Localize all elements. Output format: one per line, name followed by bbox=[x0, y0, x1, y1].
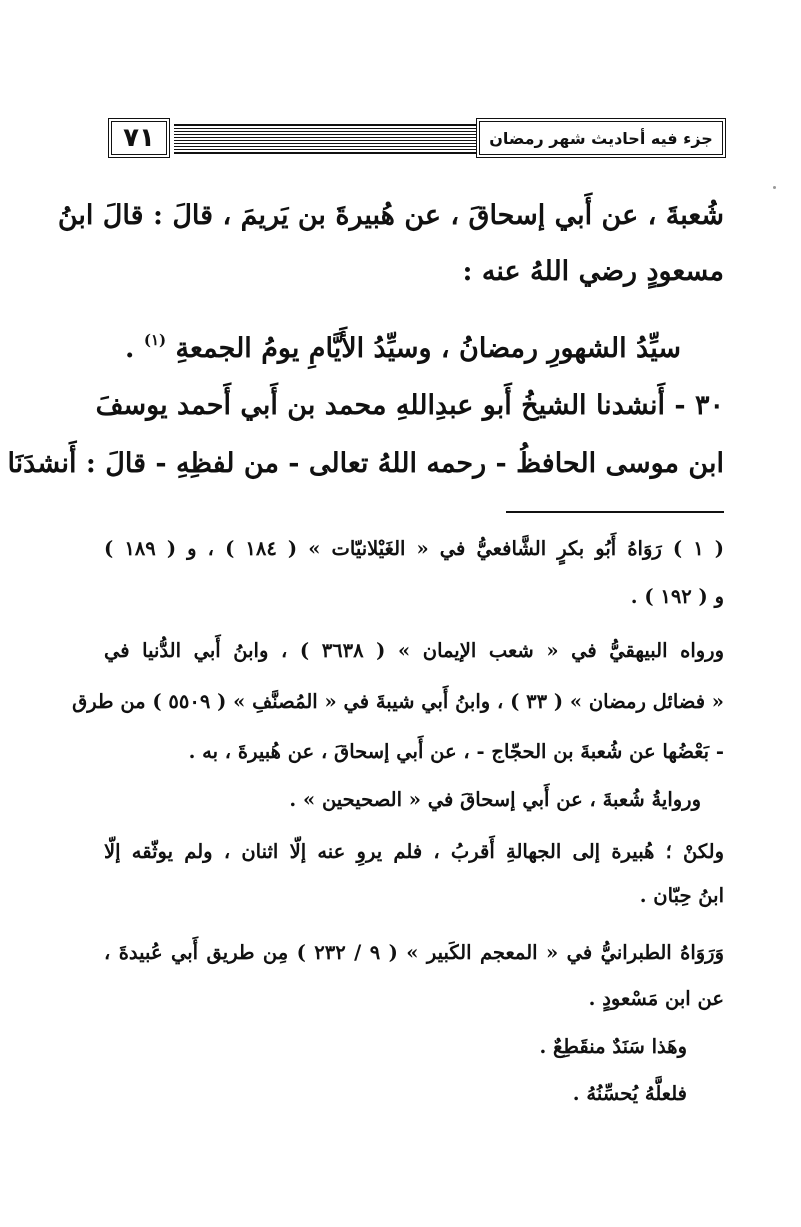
running-title: جزء فيه أحاديث شهر رمضان bbox=[476, 118, 726, 158]
page-header bbox=[108, 118, 726, 162]
body-line-5: ابن موسى الحافظُ - رحمه اللهُ تعالى - من لفظِهِ - قالَ : أَنشدَنَا bbox=[7, 448, 724, 479]
hadith-text: سيِّدُ الشهورِ رمضانُ ، وسيِّدُ الأَيَّامِ يومُ الجمعةِ bbox=[175, 333, 681, 364]
page-number: ٧١ bbox=[108, 118, 170, 158]
footnote-ref-1[interactable]: (١) bbox=[143, 331, 167, 349]
footnote-line-2: و ( ١٩٢ ) . bbox=[630, 585, 724, 608]
footnote-line-10: عن ابن مَسْعودٍ . bbox=[588, 987, 724, 1010]
body-line-4: ٣٠ - أَنشدنا الشيخُ أَبو عبدِاللهِ محمد بن أَبي أَحمد يوسفَ bbox=[95, 390, 724, 421]
footnote-line-11: وهَذا سَنَدٌ منقَطِعٌ . bbox=[539, 1035, 687, 1058]
body-line-2: مسعودٍ رضي اللهُ عنه : bbox=[462, 256, 724, 287]
body-line-1: شُعبةَ ، عن أَبي إسحاقَ ، عن هُبيرةَ بن يَريمَ ، قالَ : قالَ ابنُ bbox=[57, 200, 724, 231]
footnote-line-4: « فضائل رمضان » ( ٣٣ ) ، وابنُ أَبي شيبةَ في « المُصنَّفِ » ( ٥٥٠٩ ) من طرق bbox=[72, 690, 724, 713]
footnote-line-9: وَرَوَاهُ الطبرانيُّ في « المعجم الكَبير » ( ٩ / ٢٣٢ ) مِن طريق أَبي عُبيدةَ ، bbox=[104, 941, 725, 964]
footnote-line-1: ( ١ ) رَوَاهُ أَبُو بكرٍ الشَّافعيُّ في « الغَيْلانيّات » ( ١٨٤ ) ، و ( ١٨٩ ) bbox=[104, 537, 725, 560]
footnote-line-6: وروايةُ شُعبةَ ، عن أَبي إسحاقَ في « الصحيحين » . bbox=[289, 788, 701, 811]
scan-speck bbox=[773, 186, 776, 189]
hadith-text-line bbox=[61, 312, 681, 377]
footnote-line-8: ابنُ حِبّان . bbox=[639, 884, 724, 907]
footnote-separator bbox=[506, 511, 724, 513]
footnote-line-7: ولكنْ ؛ هُبيرة إلى الجهالةِ أَقربُ ، فلم يروِ عنه إلّا اثنان ، ولم يوثّقه إلّا bbox=[104, 840, 724, 863]
footnote-line-5: - بَعْضُها عن شُعبةَ بن الحجّاج - ، عن أَبي إسحاقَ ، عن هُبيرةَ ، به . bbox=[188, 740, 724, 763]
hadith-end-mark: . bbox=[125, 333, 135, 364]
footnote-line-12: فلعلَّهُ يُحسِّنُهُ . bbox=[572, 1082, 687, 1105]
footnote-line-3: ورواه البيهقيُّ في « شعب الإيمان » ( ٣٦٣٨ ) ، وابنُ أَبي الدُّنيا في bbox=[104, 639, 724, 662]
